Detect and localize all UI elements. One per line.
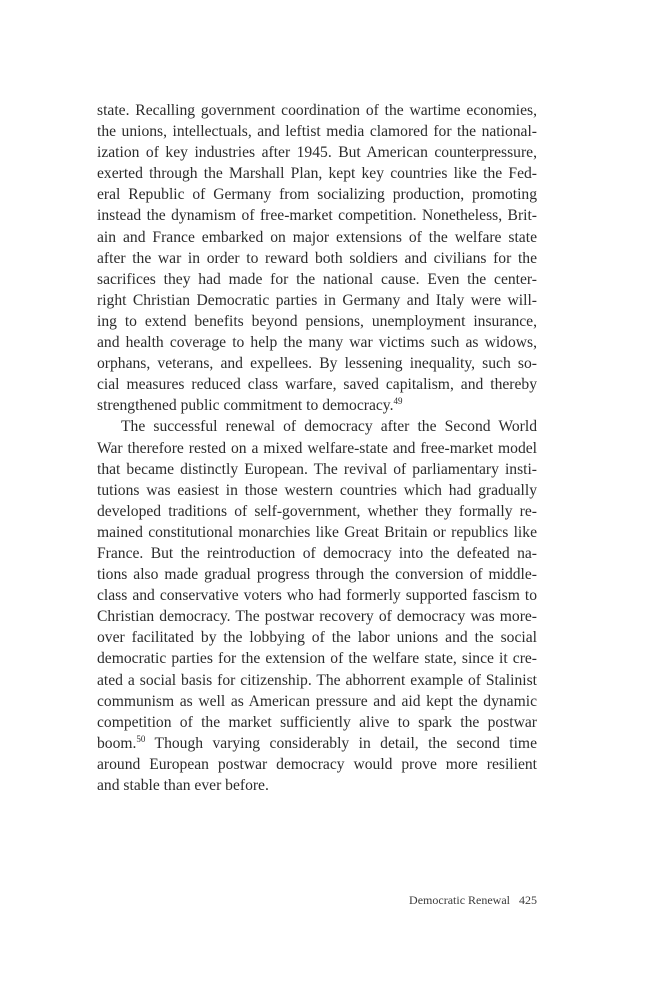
running-head: Democratic Renewal (409, 893, 510, 907)
text-line: the unions, intellectuals, and leftist media clamored for the national- (97, 123, 537, 141)
text-line: cial measures reduced class warfare, saved capitalism, and thereby (97, 376, 537, 394)
page-footer (97, 893, 537, 908)
text-line: that became distinctly European. The revival of parliamentary insti- (97, 460, 537, 478)
text-line: developed traditions of self-government, whether they formally re- (97, 502, 537, 520)
paragraph-2 (97, 416, 537, 796)
text-line: eral Republic of Germany from socializing production, promoting (97, 186, 537, 204)
text-line: communism as well as American pressure and aid kept the dynamic (97, 692, 537, 710)
text-line-content: strengthened public commitment to democracy. (97, 397, 394, 415)
text-line: orphans, veterans, and expellees. By lessening inequality, such so- (97, 355, 537, 373)
text-line: after the war in order to reward both soldiers and civilians for the (97, 249, 537, 267)
text-line (97, 395, 537, 416)
text-line: France. But the reintroduction of democracy into the defeated na- (97, 544, 537, 562)
page-number: 425 (519, 893, 537, 907)
text-line: right Christian Democratic parties in Germany and Italy were will- (97, 291, 537, 309)
text-line: and health coverage to help the many war victims such as widows, (97, 334, 537, 352)
text-line: tutions was easiest in those western countries which had gradually (97, 481, 537, 499)
text-line-content: Though varying considerably in detail, the second time (145, 734, 537, 752)
text-line: democratic parties for the extension of the welfare state, since it cre- (97, 650, 537, 668)
text-line: ing to extend benefits beyond pensions, unemployment insurance, (97, 312, 537, 330)
text-line: ated a social basis for citizenship. The abhorrent example of Stalinist (97, 671, 537, 689)
text-line: tions also made gradual progress through the conversion of middle- (97, 566, 537, 584)
text-line: state. Recalling government coordination of the wartime economies, (97, 102, 537, 119)
text-line: mained constitutional monarchies like Great Britain or republics like (97, 523, 537, 541)
text-line: sacrifices they had made for the national cause. Even the center- (97, 270, 537, 288)
text-line: ization of key industries after 1945. But American counterpressure, (97, 144, 537, 162)
text-line: War therefore rested on a mixed welfare-state and free-market model (97, 439, 537, 457)
paragraph-1 (97, 100, 537, 416)
text-line: around European postwar democracy would prove more resilient (97, 755, 537, 773)
text-line-content: boom. (97, 734, 137, 752)
text-line: over facilitated by the lobbying of the labor unions and the social (97, 629, 537, 647)
text-line: exerted through the Marshall Plan, kept key countries like the Fed- (97, 165, 537, 183)
text-line: class and conservative voters who had formerly supported fascism to (97, 587, 537, 605)
text-line: The successful renewal of democracy after the Second World (121, 418, 537, 436)
text-line: competition of the market sufficiently alive to spark the postwar (97, 713, 537, 731)
text-line: and stable than ever before. (97, 777, 269, 794)
footnote-reference[interactable]: 50 (136, 733, 146, 744)
text-line: Christian democracy. The postwar recovery of democracy was more- (97, 608, 537, 626)
body-text (97, 100, 537, 796)
footnote-reference[interactable]: 49 (393, 396, 403, 407)
text-line: instead the dynamism of free-market competition. Nonetheless, Brit- (97, 207, 537, 225)
text-line: ain and France embarked on major extensions of the welfare state (97, 228, 537, 246)
text-line (97, 733, 537, 754)
